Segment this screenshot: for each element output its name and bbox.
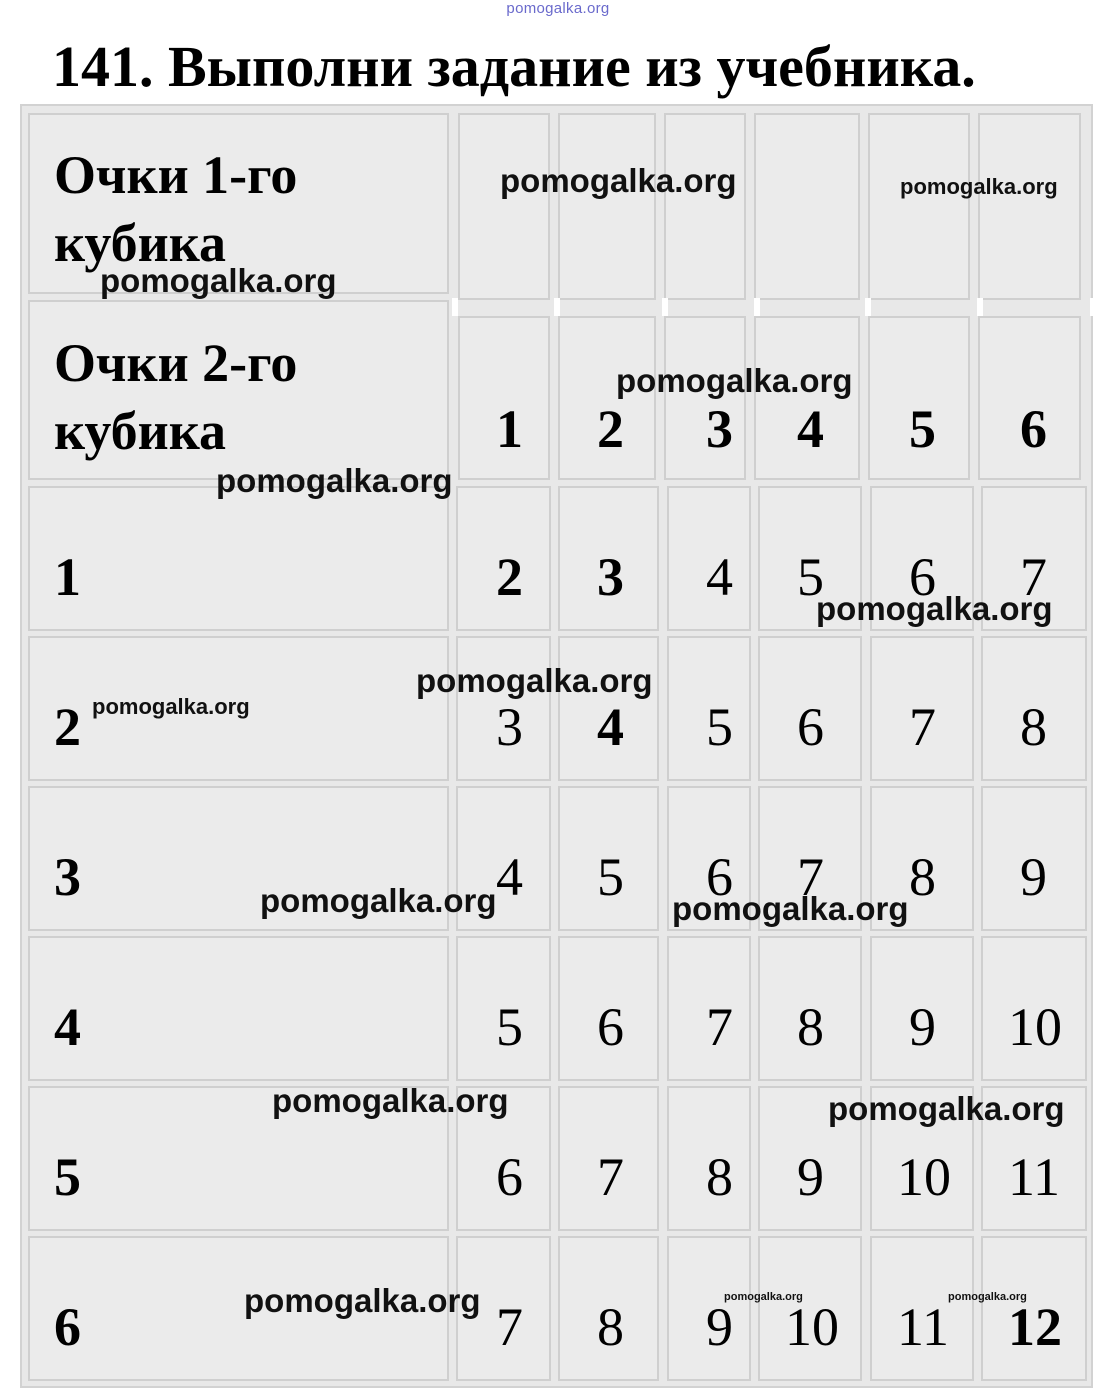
header-divider-gap xyxy=(662,298,668,316)
sum-cell-r2-c2-text: 4 xyxy=(597,697,624,757)
sum-cell-r2-c6-text: 8 xyxy=(1020,697,1047,757)
row-label-4-text: 4 xyxy=(54,997,81,1057)
sum-cell-r4-c1 xyxy=(456,936,551,1081)
sum-cell-r2-c1 xyxy=(456,636,551,781)
row-label-2-text: 2 xyxy=(54,697,81,757)
header-line: Очки 1-го xyxy=(54,145,298,205)
header-col-top-6 xyxy=(978,113,1081,300)
sum-cell-r2-c5 xyxy=(870,636,974,781)
sum-cell-r6-c2 xyxy=(558,1236,659,1381)
watermark-text: pomogalka.org xyxy=(244,1282,481,1319)
header-col-top-1 xyxy=(458,113,550,300)
header-col-value-4-text: 4 xyxy=(797,399,824,459)
sum-cell-r1-c6-text: 7 xyxy=(1020,547,1047,607)
sum-cell-r4-c5 xyxy=(870,936,974,1081)
watermark-text: pomogalka.org xyxy=(216,462,453,499)
watermark-text: pomogalka.org xyxy=(828,1090,1065,1127)
header-line: кубика xyxy=(54,213,227,273)
sum-cell-r1-c5-text: 6 xyxy=(909,547,936,607)
sum-cell-r6-c2-text: 8 xyxy=(597,1297,624,1357)
sum-cell-r6-c6 xyxy=(981,1236,1087,1381)
sum-cell-r6-c1-text: 7 xyxy=(496,1297,523,1357)
watermark-text: pomogalka.org xyxy=(416,662,653,699)
watermark-text: pomogalka.org xyxy=(900,174,1058,199)
row-label-5-text: 5 xyxy=(54,1147,81,1207)
header-col-top-5 xyxy=(868,113,970,300)
header-divider-gap xyxy=(1090,298,1096,316)
header-col-value-6 xyxy=(978,316,1081,480)
header-col-value-6-text: 6 xyxy=(1020,399,1047,459)
sum-cell-r4-c2-text: 6 xyxy=(597,997,624,1057)
sum-cell-r2-c4 xyxy=(758,636,862,781)
sum-cell-r1-c3-text: 4 xyxy=(706,547,733,607)
sum-cell-r3-c2 xyxy=(558,786,659,931)
header-divider-gap xyxy=(977,298,983,316)
sum-cell-r1-c3 xyxy=(667,486,751,631)
sum-cell-r5-c1-text: 6 xyxy=(496,1147,523,1207)
sum-cell-r4-c1-text: 5 xyxy=(496,997,523,1057)
watermark-text: pomogalka.org xyxy=(500,162,737,199)
row-label-1-text: 1 xyxy=(54,547,81,607)
header-col-top-4 xyxy=(754,113,860,300)
header-divider-gap xyxy=(865,298,871,316)
sum-cell-r3-c4-text: 7 xyxy=(797,847,824,907)
sum-cell-r5-c6-text: 11 xyxy=(1008,1147,1060,1207)
header-die2-cell xyxy=(28,300,449,480)
row-label-6-text: 6 xyxy=(54,1297,81,1357)
sum-cell-r6-c6-text: 12 xyxy=(1008,1297,1062,1357)
sum-cell-r5-c3 xyxy=(667,1086,751,1231)
sum-cell-r2-c6 xyxy=(981,636,1087,781)
watermark-text: pomogalka.org xyxy=(672,890,909,927)
sum-cell-r3-c5-text: 8 xyxy=(909,847,936,907)
header-line: Очки 2-го xyxy=(54,333,298,393)
sum-cell-r6-c3-text: 9 xyxy=(706,1297,733,1357)
sum-cell-r4-c5-text: 9 xyxy=(909,997,936,1057)
sum-cell-r3-c6-text: 9 xyxy=(1020,847,1047,907)
header-divider-gap xyxy=(754,298,760,316)
watermark-text: pomogalka.org xyxy=(724,1291,803,1303)
site-watermark-top: pomogalka.org xyxy=(506,0,610,17)
sum-cell-r1-c1 xyxy=(456,486,551,631)
sum-cell-r4-c3-text: 7 xyxy=(706,997,733,1057)
sum-cell-r5-c5-text: 10 xyxy=(897,1147,951,1207)
sum-cell-r1-c2-text: 3 xyxy=(597,547,624,607)
watermark-text: pomogalka.org xyxy=(616,362,853,399)
sum-cell-r4-c4-text: 8 xyxy=(797,997,824,1057)
watermark-text: pomogalka.org xyxy=(92,694,250,719)
sum-cell-r2-c3-text: 5 xyxy=(706,697,733,757)
sum-cell-r6-c5 xyxy=(870,1236,974,1381)
watermark-text: pomogalka.org xyxy=(948,1291,1027,1303)
header-col-value-1-text: 1 xyxy=(496,399,523,459)
exercise-title: 141. Выполни задание из учебника. xyxy=(52,34,976,99)
sum-cell-r5-c2 xyxy=(558,1086,659,1231)
header-divider-gap xyxy=(554,298,560,316)
sum-cell-r3-c2-text: 5 xyxy=(597,847,624,907)
sum-cell-r2-c4-text: 6 xyxy=(797,697,824,757)
sum-cell-r1-c2 xyxy=(558,486,659,631)
header-col-value-2-text: 2 xyxy=(597,399,624,459)
sum-cell-r3-c1-text: 4 xyxy=(496,847,523,907)
header-col-top-2 xyxy=(558,113,656,300)
sum-cell-r2-c3 xyxy=(667,636,751,781)
row-label-1 xyxy=(28,486,449,631)
sum-cell-r3-c6 xyxy=(981,786,1087,931)
header-col-value-1 xyxy=(458,316,550,480)
sum-cell-r4-c4 xyxy=(758,936,862,1081)
watermark-text: pomogalka.org xyxy=(272,1082,509,1119)
header-col-value-5-text: 5 xyxy=(909,399,936,459)
header-col-value-5 xyxy=(868,316,970,480)
header-col-top-3 xyxy=(664,113,746,300)
watermark-text: pomogalka.org xyxy=(260,882,497,919)
sum-cell-r2-c5-text: 7 xyxy=(909,697,936,757)
sum-cell-r4-c6-text: 10 xyxy=(1008,997,1062,1057)
sum-cell-r5-c3-text: 8 xyxy=(706,1147,733,1207)
watermark-text: pomogalka.org xyxy=(100,262,337,299)
sum-cell-r1-c1-text: 2 xyxy=(496,547,523,607)
sum-cell-r5-c4-text: 9 xyxy=(797,1147,824,1207)
sum-cell-r4-c3 xyxy=(667,936,751,1081)
sum-cell-r5-c2-text: 7 xyxy=(597,1147,624,1207)
sum-cell-r2-c1-text: 3 xyxy=(496,697,523,757)
sum-cell-r2-c2 xyxy=(558,636,659,781)
sum-cell-r6-c4-text: 10 xyxy=(785,1297,839,1357)
sum-cell-r1-c4-text: 5 xyxy=(797,547,824,607)
sum-cell-r6-c3 xyxy=(667,1236,751,1381)
header-line: кубика xyxy=(54,401,227,461)
header-col-value-3-text: 3 xyxy=(706,399,733,459)
row-label-4 xyxy=(28,936,449,1081)
row-label-3-text: 3 xyxy=(54,847,81,907)
sum-cell-r6-c5-text: 11 xyxy=(897,1297,949,1357)
sum-cell-r3-c3-text: 6 xyxy=(706,847,733,907)
sum-cell-r4-c6 xyxy=(981,936,1087,1081)
sum-cell-r6-c4 xyxy=(758,1236,862,1381)
header-divider-gap xyxy=(452,298,458,316)
watermark-text: pomogalka.org xyxy=(816,590,1053,627)
sum-cell-r4-c2 xyxy=(558,936,659,1081)
